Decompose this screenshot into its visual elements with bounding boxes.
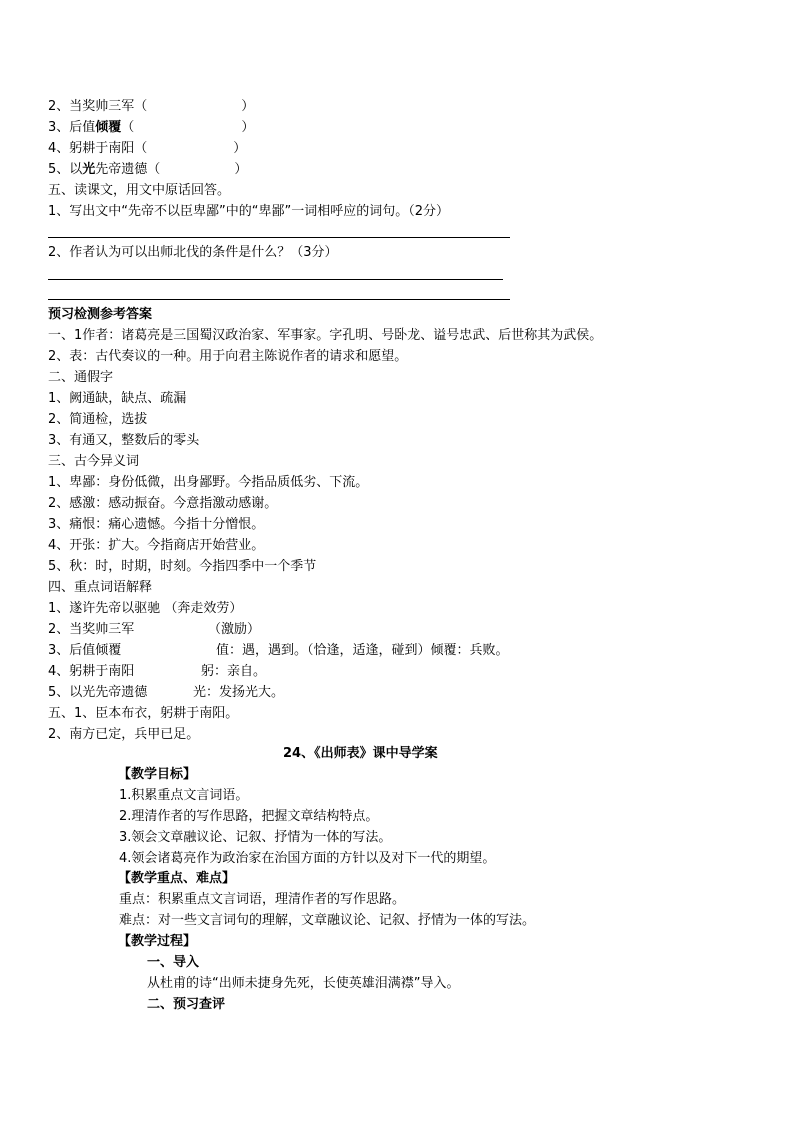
step-1-text: 从杜甫的诗“出师未捷身先死，长使英雄泪满襟”导入。 (147, 976, 460, 991)
step-1-heading: 一、导入 (147, 955, 200, 970)
goal-item: 4.领会诸葛亮作为政治家在治国方面的方针以及对下一代的期望。 (119, 851, 496, 866)
answer-line: 2、南方已定，兵甲已足。 (48, 727, 200, 742)
goal-item: 1.积累重点文言词语。 (119, 788, 249, 803)
answer-line-2 (48, 279, 503, 280)
answer-line: 1、阙通缺，缺点、疏漏 (48, 391, 187, 406)
answer-pair-right: 值：遇，遇到。（恰逢，适逢，碰到）倾覆：兵败。 (216, 643, 509, 658)
answer-pair-right: （激励） (208, 622, 261, 637)
goal-heading: 【教学目标】 (118, 767, 197, 782)
difficulty-point: 难点：对一些文言词句的理解，文章融议论、记叙、抒情为一体的写法。 (119, 913, 536, 928)
key-point: 重点：积累重点文言词语，理清作者的写作思路。 (119, 892, 406, 907)
answer-pair-left: 5、以光先帝遗德 (48, 685, 148, 700)
answer-line: 1、遂许先帝以驱驰 （奔走效劳） (48, 601, 243, 616)
answer-line: 五、1、臣本布衣，躬耕于南阳。 (48, 706, 239, 721)
exercise-item-5: 5、以光先帝遗德（ ） (48, 162, 248, 177)
answer-pair-left: 4、躬耕于南阳 (48, 664, 135, 679)
question-2: 2、作者认为可以出师北伐的条件是什么？（3分） (48, 245, 338, 260)
answer-line: 四、重点词语解释 (48, 580, 153, 595)
exercise-item-3: 3、后值倾覆（ ） (48, 120, 255, 135)
answer-line: 3、有通又，整数后的零头 (48, 433, 200, 448)
step-2-heading: 二、预习查评 (147, 997, 226, 1012)
goal-item: 2.理清作者的写作思路，把握文章结构特点。 (119, 809, 379, 824)
guide-title: 24、《出师表》课中导学案 (283, 746, 438, 761)
answer-line: 1、卑鄙：身份低微，出身鄙野。今指品质低劣、下流。 (48, 475, 369, 490)
answer-line: 5、秋：时，时期，时刻。今指四季中一个季节 (48, 559, 317, 574)
process-heading: 【教学过程】 (118, 934, 197, 949)
answer-line: 3、痛恨：痛心遗憾。今指十分憎恨。 (48, 517, 265, 532)
answer-line: 2、感激：感动振奋。今意指激动感谢。 (48, 496, 278, 511)
answer-line: 二、通假字 (48, 370, 114, 385)
key-heading: 【教学重点、难点】 (118, 871, 236, 886)
answer-pair-left: 2、当奖帅三军 (48, 622, 135, 637)
answer-line: 2、简通检，选拔 (48, 412, 148, 427)
answer-pair-right: 躬：亲自。 (201, 664, 267, 679)
goal-item: 3.领会文章融议论、记叙、抒情为一体的写法。 (119, 830, 392, 845)
answer-line-3 (48, 299, 510, 300)
answer-line: 三、古今异义词 (48, 454, 140, 469)
section5-heading: 五、读课文，用文中原话回答。 (48, 183, 231, 198)
answer-pair-left: 3、后值倾覆 (48, 643, 122, 658)
answer-pair-right: 光：发扬光大。 (193, 685, 285, 700)
answer-line-1 (48, 237, 510, 238)
question-1: 1、写出文中“先帝不以臣卑鄙”中的“卑鄙”一词相呼应的词句。（2分） (48, 204, 449, 219)
answer-line: 4、开张：扩大。今指商店开始营业。 (48, 538, 265, 553)
exercise-item-2: 2、当奖帅三军（ ） (48, 99, 255, 114)
exercise-item-4: 4、躬耕于南阳（ ） (48, 141, 247, 156)
answer-line: 一、1作者：诸葛亮是三国蜀汉政治家、军事家。字孔明、号卧龙、谥号忠武、后世称其为武侯。 (48, 328, 603, 343)
answers-title: 预习检测参考答案 (48, 307, 153, 322)
answer-line: 2、表：古代奏议的一种。用于向君主陈说作者的请求和愿望。 (48, 349, 408, 364)
